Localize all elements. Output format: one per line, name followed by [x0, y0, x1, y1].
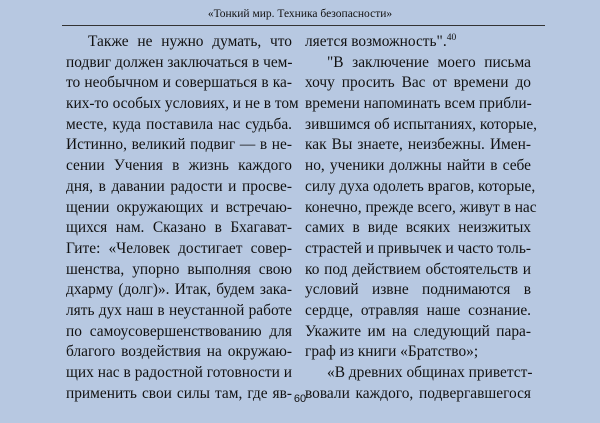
text-line: благого воздействия на окружаю- — [66, 343, 292, 361]
text-line: по самоусовершенствованию для — [66, 322, 292, 340]
header-divider — [62, 25, 545, 26]
text-line: щихся нам. Сказано в Бхагават- — [66, 219, 292, 237]
text-line: хочу просить Вас от времени до — [305, 74, 531, 92]
text-line: условий извне поднимаются в — [305, 281, 531, 299]
continued-text: ляется возможность". — [305, 33, 447, 50]
text-line: Укажите им на следующий пара- — [305, 322, 531, 340]
text-line: щих нас в радостной готовности и — [66, 364, 292, 381]
text-line: как Вы знаете, неизбежны. Имен- — [305, 136, 531, 154]
text-line: времени напоминать всем прибли- — [305, 95, 532, 113]
text-line: Гите: «Человек достигает совер- — [66, 239, 292, 257]
text-line: вовали каждого, подвергавшегося — [305, 384, 531, 402]
text-line: дня, в давании радости и просве- — [66, 177, 292, 195]
text-line: ких-то особых условиях, и не в том — [66, 95, 299, 113]
text-line: то необычном и совершаться в ка- — [66, 74, 292, 92]
left-column — [66, 32, 299, 404]
footnote-marker: 40 — [446, 33, 457, 43]
text-line: но, ученики должны найти в себе — [305, 157, 531, 175]
page-number: 60 — [293, 393, 307, 405]
text-line: самих в виде всяких неизжитых — [305, 219, 531, 237]
text-line: шенства, упорно выполняя свою — [66, 260, 292, 278]
text-line: сении Учения в жизнь каждого — [66, 157, 292, 175]
text-line: лять дух наш в неустанной работе — [66, 301, 292, 319]
text-line: щении окружающих и встречаю- — [66, 198, 292, 216]
text-line: месте, куда поставила нас судьба. — [66, 115, 292, 133]
text-line-continued — [305, 32, 531, 53]
text-line: Также не нужно думать, что — [88, 33, 292, 50]
text-line: зившимся об испытаниях, которые, — [305, 115, 537, 133]
right-column — [305, 32, 537, 404]
text-line: Истинно, великий подвиг — в не- — [66, 136, 292, 154]
text-line: страстей и привычек и часто толь- — [305, 239, 531, 257]
text-line: граф из книги «Братство»; — [305, 343, 479, 361]
text-line: "В заключение моего письма — [327, 53, 531, 71]
text-line: подвиг должен заключаться в чем- — [66, 53, 293, 71]
text-line: дхарму (долг)». Итак, будем зака- — [66, 281, 292, 299]
text-line: применить свои силы там, где яв- — [66, 384, 292, 402]
text-line: сердце, отравляя наше сознание. — [305, 301, 531, 319]
text-line: ко под действием обстоятельств и — [305, 260, 531, 278]
text-line: «В древних общинах приветст- — [327, 364, 533, 381]
text-line: силу духа одолеть врагов, которые, — [305, 177, 536, 195]
running-header: «Тонкий мир. Техника безопасности» — [207, 8, 393, 20]
text-line: конечно, прежде всего, живут в нас — [305, 198, 537, 216]
